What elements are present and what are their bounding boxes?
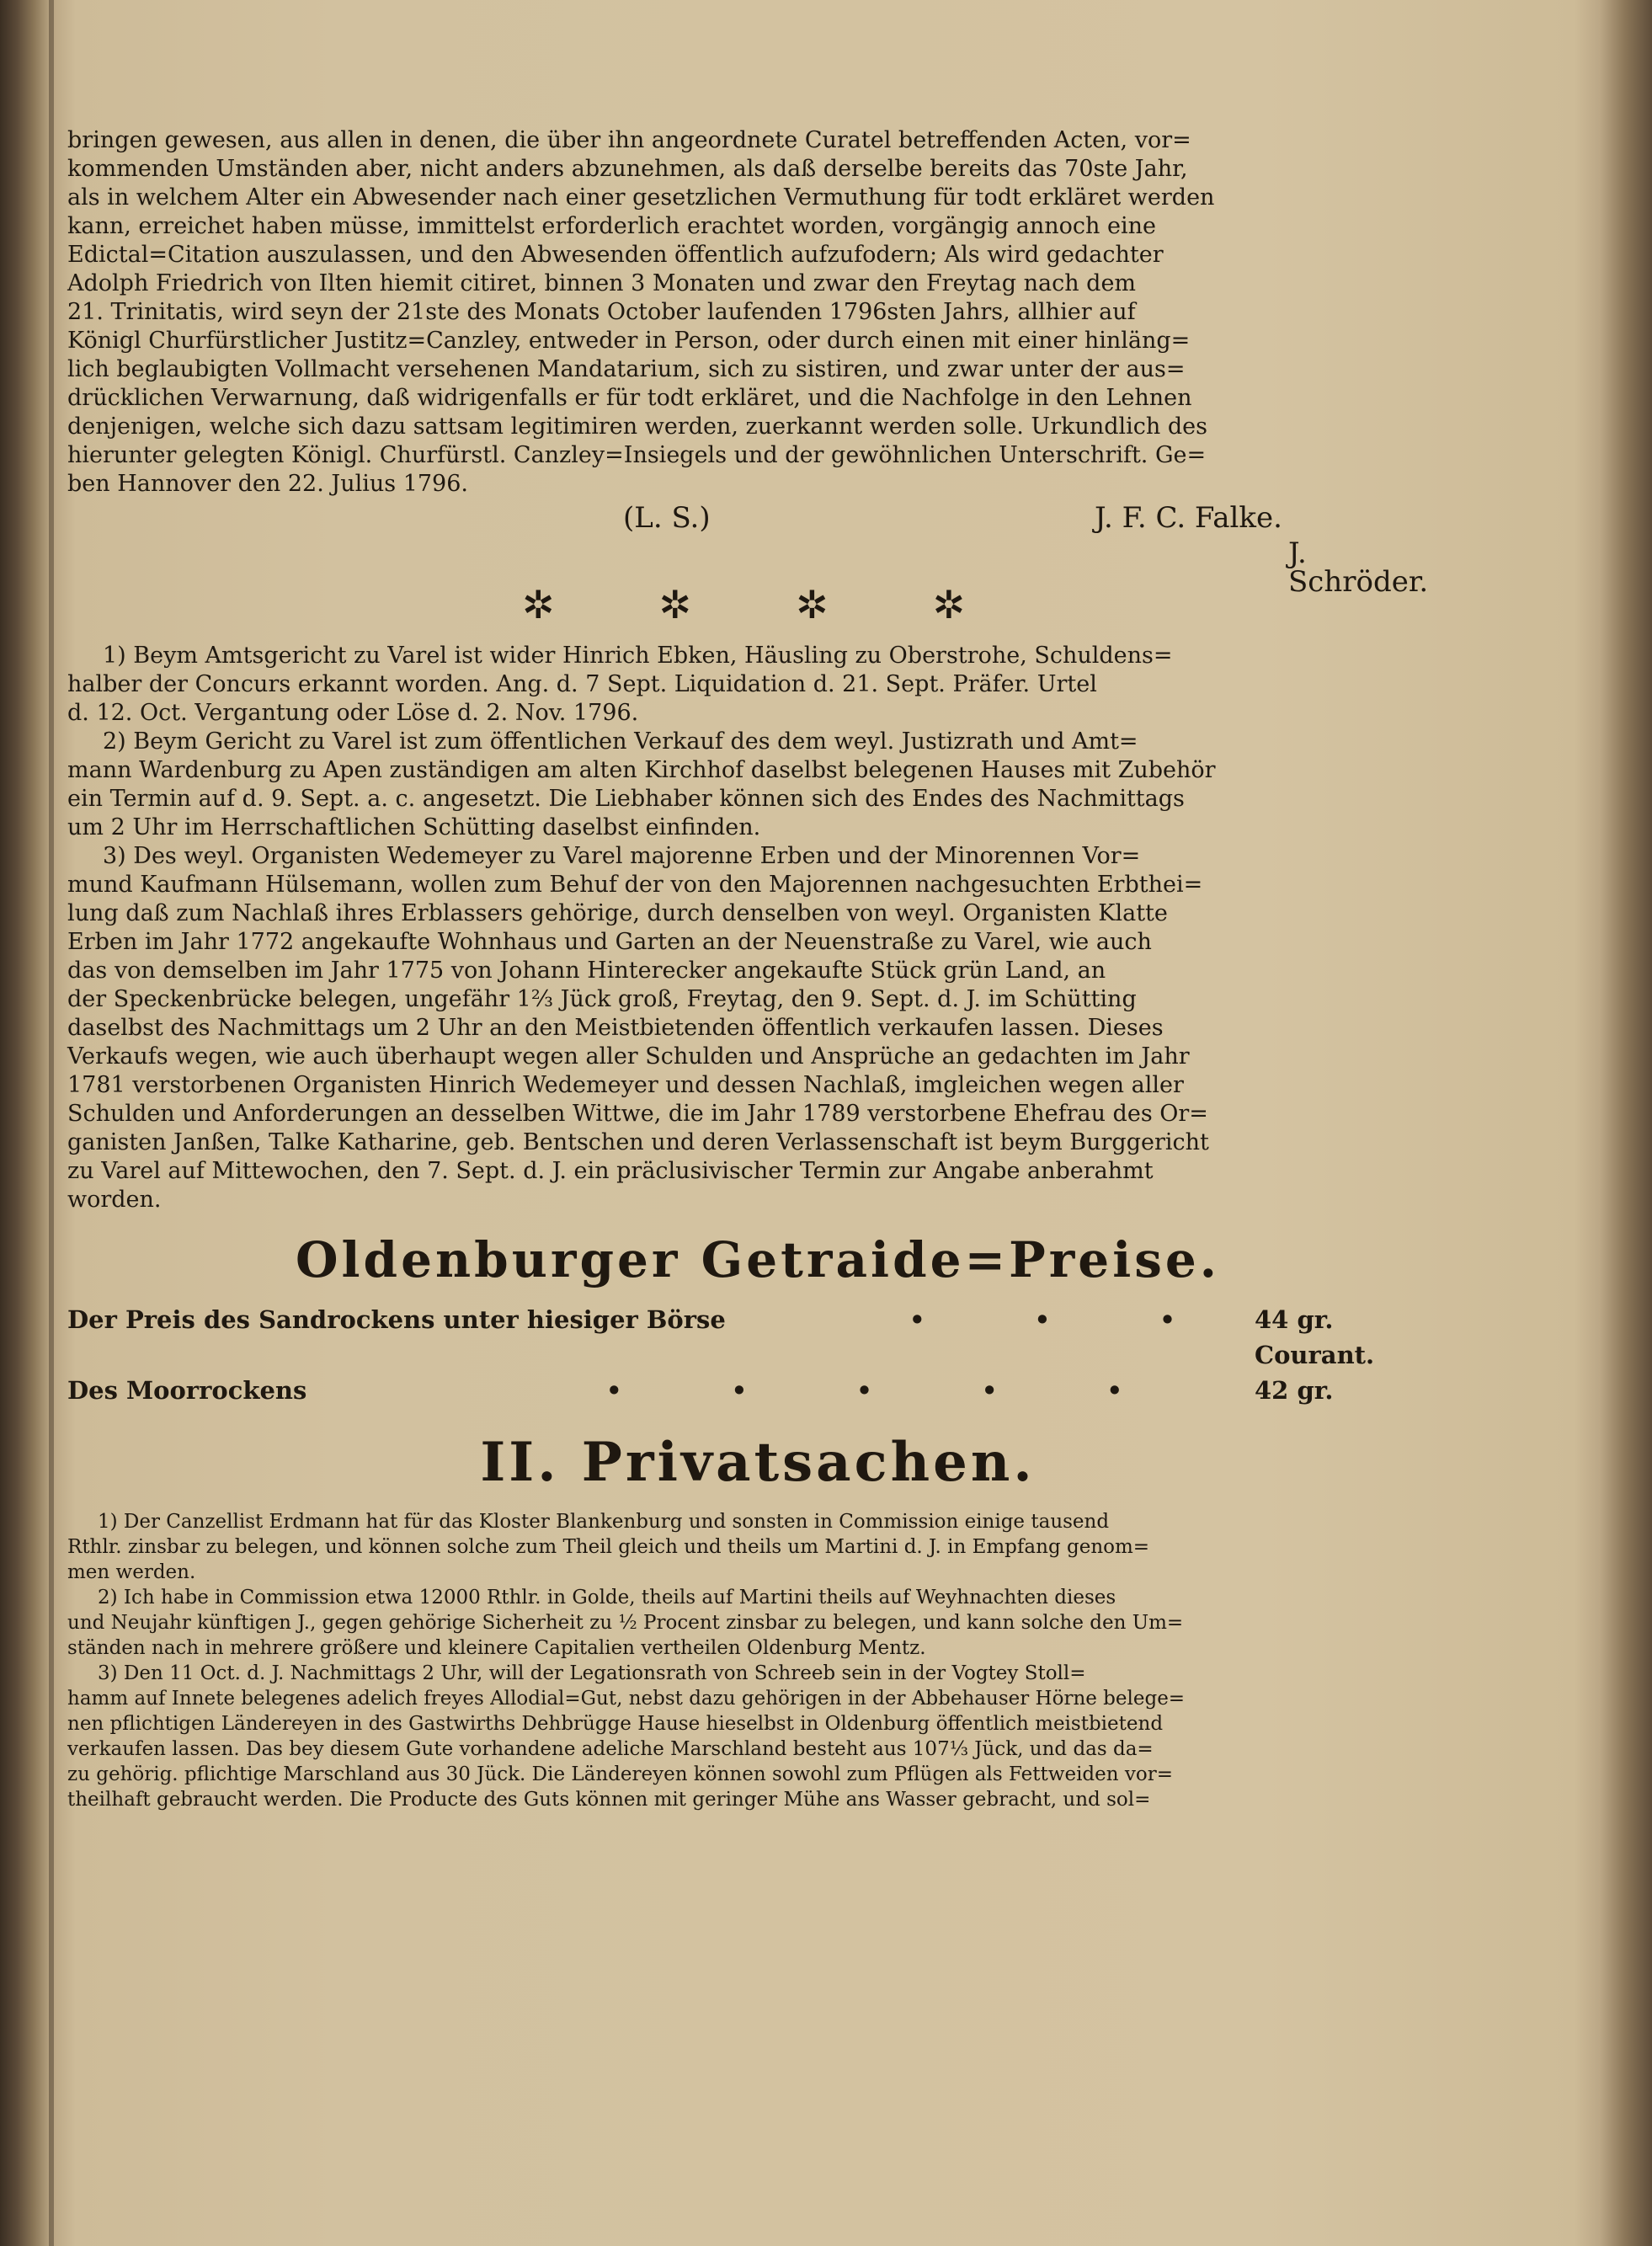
grain-price-table (67, 1302, 1448, 1408)
text-line: 3) Den 11 Oct. d. J. Nachmittags 2 Uhr, will der Legationsrath von Schreeb sein in der Vogtey Stoll= (98, 1662, 1086, 1684)
text-line: ben Hannover den 22. Julius 1796. (67, 471, 468, 497)
text-line: kann, erreichet haben müsse, immittelst erforderlich erachtet worden, vorgängig annoch eine (67, 213, 1156, 239)
text-line: 1) Beym Amtsgericht zu Varel ist wider Hinrich Ebken, Häusling zu Oberstrohe, Schuldens= (103, 643, 1173, 669)
text-line: 2) Beym Gericht zu Varel ist zum öffentlichen Verkauf des dem weyl. Justizrath und Amt= (103, 728, 1138, 755)
text-line: hamm auf Innete belegenes adelich freyes Allodial=Gut, nebst dazu gehörigen in der Abbehauser Hörne belege= (67, 1688, 1186, 1710)
text-line: 1) Der Canzellist Erdmann hat für das Kloster Blankenburg und sonsten in Commission einige tausend (98, 1511, 1110, 1533)
document-page (67, 126, 1448, 1812)
text-line: kommenden Umständen aber, nicht anders abzunehmen, als daß derselbe bereits das 70ste Jahr, (67, 156, 1188, 182)
price-label: Des Moorrockens (67, 1376, 307, 1405)
text-line: lich beglaubigten Vollmacht versehenen Mandatarium, sich zu sistiren, und zwar unter der aus= (67, 356, 1186, 382)
price-row (67, 1373, 1448, 1408)
text-line: worden. (67, 1187, 162, 1213)
text-line: d. 12. Oct. Vergantung oder Löse d. 2. Nov. 1796. (67, 700, 639, 726)
text-line: der Speckenbrücke belegen, ungefähr 1⅔ Jück groß, Freytag, den 9. Sept. d. J. im Schütting (67, 986, 1137, 1012)
signature-falke: J. F. C. Falke. (1095, 501, 1282, 535)
text-line: ein Termin auf d. 9. Sept. a. c. angesetzt. Die Liebhaber können sich des Endes des Nachmittags (67, 786, 1185, 812)
text-line: lung daß zum Nachlaß ihres Erblassers gehörige, durch denselben von weyl. Organisten Klatte (67, 900, 1168, 926)
block1-text (67, 126, 1448, 499)
text-line: men werden. (67, 1561, 196, 1583)
private-item-2 (67, 1585, 1448, 1661)
book-gutter (49, 0, 54, 2246)
notice-2 (67, 728, 1448, 842)
notice-1 (67, 642, 1448, 728)
price-value: 42 gr. (1255, 1376, 1334, 1405)
text-line: daselbst des Nachmittags um 2 Uhr an den Meistbietenden öffentlich verkaufen lassen. Dieses (67, 1015, 1164, 1041)
text-line: nen pflichtigen Ländereyen in des Gastwirths Dehbrügge Hause hieselbst in Oldenburg öffentlich meistbietend (67, 1713, 1164, 1735)
text-line: Edictal=Citation auszulassen, und den Abwesenden öffentlich aufzufodern; Als wird gedachter (67, 242, 1164, 268)
text-line: Königl Churfürstlicher Justitz=Canzley, entweder in Person, oder durch einen mit einer hinläng= (67, 328, 1191, 354)
text-line: bringen gewesen, aus allen in denen, die über ihn angeordnete Curatel betreffenden Acten, vor= (67, 127, 1191, 153)
star-ornament-icon: ✲ (796, 582, 829, 627)
text-line: 3) Des weyl. Organisten Wedemeyer zu Varel majorenne Erben und der Minorennen Vor= (103, 843, 1141, 869)
notice-3 (67, 842, 1448, 1214)
text-line: und Neujahr künftigen J., gegen gehörige Sicherheit zu ½ Procent zinsbar zu belegen, und kann solche den Um= (67, 1612, 1184, 1634)
text-line: hierunter gelegten Königl. Churfürstl. Canzley=Insiegels und der gewöhnlichen Unterschrift. Ge= (67, 442, 1207, 468)
text-line: Rthlr. zinsbar zu belegen, und können solche zum Theil gleich und theils um Martini d. J. in Empfang genom= (67, 1536, 1150, 1558)
text-line: 2) Ich habe in Commission etwa 12000 Rthlr. in Golde, theils auf Martini theils auf Weyhnachten dieses (98, 1587, 1116, 1608)
star-ornament-icon: ✲ (658, 582, 692, 627)
text-line: zu gehörig. pflichtige Marschland aus 30 Jück. Die Ländereyen können sowohl zum Pflügen als Fettweiden vor= (67, 1763, 1173, 1785)
price-label: Der Preis des Sandrockens unter hiesiger Börse (67, 1305, 726, 1334)
text-line: Verkaufs wegen, wie auch überhaupt wegen aller Schulden und Ansprüche an gedachten im Jahr (67, 1043, 1190, 1070)
text-line: 1781 verstorbenen Organisten Hinrich Wedemeyer und dessen Nachlaß, imgleichen wegen aller (67, 1072, 1184, 1098)
text-line: ganisten Janßen, Talke Katharine, geb. Bentschen und deren Verlassenschaft ist beym Burggericht (67, 1129, 1209, 1155)
text-line: Adolph Friedrich von Ilten hiemit citiret, binnen 3 Monaten und zwar den Freytag nach dem (67, 270, 1137, 296)
text-line: mann Wardenburg zu Apen zuständigen am alten Kirchhof daselbst belegenen Hauses mit Zubehör (67, 757, 1216, 783)
text-line: drücklichen Verwarnung, daß widrigenfalls er für todt erkläret, und die Nachfolge in den Lehnen (67, 385, 1192, 411)
text-line: theilhaft gebraucht werden. Die Producte des Guts können mit geringer Mühe ans Wasser gebracht, und sol= (67, 1789, 1151, 1811)
signature-schroeder: J. Schröder. (1288, 536, 1429, 599)
text-line: ständen nach in mehrere größere und kleinere Capitalien vertheilen Oldenburg Mentz. (67, 1637, 926, 1659)
private-item-1 (67, 1509, 1448, 1585)
text-line: um 2 Uhr im Herrschaftlichen Schütting daselbst einfinden. (67, 814, 761, 840)
price-value: 44 gr. Courant. (1255, 1305, 1375, 1369)
leader-dots: • • • • • (606, 1376, 1174, 1405)
text-line: mund Kaufmann Hülsemann, wollen zum Behuf der von den Majorennen nachgesuchten Erbthei= (67, 872, 1203, 898)
seal-mark: (L. S.) (623, 501, 711, 535)
text-line: halber der Concurs erkannt worden. Ang. d. 7 Sept. Liquidation d. 21. Sept. Präfer. Urtel (67, 671, 1097, 697)
text-line: Erben im Jahr 1772 angekaufte Wohnhaus und Garten an der Neuenstraße zu Varel, wie auch (67, 929, 1152, 955)
star-ornament-icon: ✲ (932, 582, 966, 627)
text-line: denjenigen, welche sich dazu sattsam legitimiren werden, zuerkannt werden solle. Urkundlich des (67, 413, 1208, 440)
signature-block (67, 501, 1448, 599)
star-ornament-icon: ✲ (522, 582, 555, 627)
text-line: 21. Trinitatis, wird seyn der 21ste des Monats October laufenden 1796sten Jahrs, allhier auf (67, 299, 1136, 325)
private-matters-heading: II. Privatsachen. (480, 1431, 1036, 1494)
text-line: verkaufen lassen. Das bey diesem Gute vorhandene adeliche Marschland besteht aus 107⅓ Jück, und das da= (67, 1738, 1154, 1760)
grain-prices-heading: Oldenburger Getraide=Preise. (296, 1231, 1220, 1288)
text-line: das von demselben im Jahr 1775 von Johann Hinterecker angekaufte Stück grün Land, an (67, 958, 1106, 984)
price-row (67, 1302, 1448, 1373)
private-item-3 (67, 1661, 1448, 1812)
text-line: als in welchem Alter ein Abwesender nach einer gesetzlichen Vermuthung für todt erkläret werden (67, 184, 1215, 211)
text-line: Schulden und Anforderungen an desselben Wittwe, die im Jahr 1789 verstorbene Ehefrau des Or= (67, 1101, 1208, 1127)
text-line: zu Varel auf Mittewochen, den 7. Sept. d. J. ein präclusivischer Termin zur Angabe anberahmt (67, 1158, 1154, 1184)
leader-dots: • • • (909, 1305, 1226, 1334)
